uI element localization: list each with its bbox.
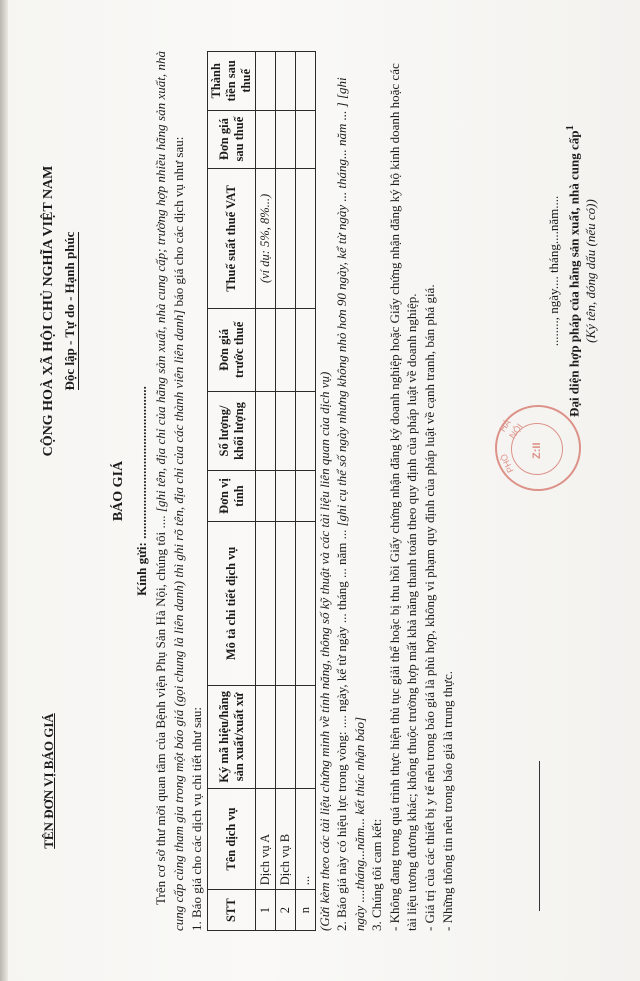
stamp-text-2: Z:II [531,442,543,459]
col-stt: STT [208,890,256,931]
cell-code [275,686,295,789]
cell-vat [295,168,315,308]
unit-title [40,631,58,931]
col-quantity: Số lượng/ khối lượng [208,391,256,471]
cell-unit [275,471,295,521]
cell-description [275,521,295,685]
cell-quantity [275,391,295,471]
col-price-after: Đơn giá sau thuế [208,110,256,168]
col-price-before: Đơn giá trước thuế [208,309,256,391]
cell-service: ... [295,788,315,890]
intro-instruction: [ghi tên, địa chỉ của hãng sản xuất, nhà cung cấp; trường hợp nhiều hãng sản xuất, nhà cung cấp cùng tham gia trong một báo giá (gọi chung là liên danh) thì ghi rõ tên, địa chỉ của các thành viên liên danh] [153,51,186,931]
table-row [256,52,276,931]
footnote-mark: 1 [563,125,576,131]
col-code: Ký mã hiệu/hãng sản xuất/xuất xứ [208,686,256,789]
col-vat: Thuế suất thuế VAT [208,168,256,308]
cell-unit [256,471,276,521]
divider-line [539,761,540,911]
item-3: 3. Chúng tôi cam kết: [369,818,385,931]
intro-paragraph [152,51,187,931]
commitment-3: - Những thông tin nêu trong báo giá là trung thực. [439,671,455,931]
signature-role [563,61,583,481]
table-header-row [208,52,256,931]
item-2 [333,51,368,931]
national-title: CỘNG HOÀ XÃ HỘI CHỦ NGHĨA VIỆT NAM [41,165,56,457]
item-2-instruction-end: [ghi ngày ....tháng...năm... kết thúc nhận báo] [334,77,367,931]
item-2-instruction: [ghi cụ thể số ngày nhưng không nhỏ hơn 90 ngày, kể từ ngày ... tháng... năm ... ] [334,102,350,527]
cell-service: Dịch vụ B [275,788,295,890]
cell-stt: 2 [275,890,295,931]
item-2-text: 2. Báo giá này có hiệu lực trong vòng: .... ngày, kể từ ngày ... tháng ... năm ... [334,526,350,931]
item-1: 1. Báo giá cho các dịch vụ chi tiết như sau: [188,706,204,931]
col-total: Thành tiền sau thuế [208,52,256,111]
cell-code [295,686,315,789]
cell-stt: 1 [256,890,276,931]
table-row [295,52,315,931]
stamp-text-3: HÀ NỘI [497,417,525,441]
doc-title: BÁO GIÁ [111,460,126,522]
cell-price-before [275,309,295,391]
motto: Độc lập - Tự do - Hạnh phúc [61,232,80,391]
commitment-1: - Không đang trong quá trình thực hiện thủ tục giải thể hoặc bị thu hồi Giấy chứng nhận đăng ký doanh nghiệp hoặc Giấy chứng nhận đăng ký hộ kinh doanh hoặc các tài liệu tương đương khác; không thuộc trường hợp mất khả năng thanh toán theo quy định của pháp luật về doanh nghiệp. [386,63,420,931]
cell-stt: n [295,890,315,931]
table-row [275,52,295,931]
signature-role-text: Đại diện hợp pháp của hãng sản xuất, nhà cung cấp [565,130,581,417]
col-service-name: Tên dịch vụ [208,788,256,890]
cell-price-after [275,110,295,168]
cell-quantity [256,391,276,471]
document-body [40,51,600,931]
cell-description [295,521,315,685]
cell-total [275,52,295,111]
cell-vat: (ví dụ: 5%, 8%...) [256,168,276,308]
cell-code [256,686,276,789]
signature-block [545,61,600,481]
cell-price-before [295,309,315,391]
col-description: Mô tả chi tiết dịch vụ [208,521,256,685]
quote-table [207,51,316,931]
cell-service: Dịch vụ A [256,788,276,890]
attachment-note: (Gửi kèm theo các tài liệu chứng minh về tính năng, thông số kỹ thuật và các tài liệu liên quan của dịch vụ) [316,371,332,931]
signature-note: (Ký tên, đóng dấu (nếu có)) [583,199,599,343]
signature-date: ........, ngày.... tháng....năm.... [546,195,562,347]
cell-quantity [295,391,315,471]
cell-total [295,52,315,111]
commitment-2: - Giá trị của các thiết bị y tế nêu trong báo giá là phù hợp, không vi phạm quy định của pháp luật về cạnh tranh, bán phá giá. [421,284,437,931]
national-header [40,51,79,571]
cell-price-before [256,309,276,391]
cell-total [256,52,276,111]
recipient-line: Kính gửi: ............................................... [133,386,149,596]
col-unit: Đơn vị tính [208,471,256,521]
cell-description [256,521,276,685]
cell-vat [275,168,295,308]
cell-price-after [256,110,276,168]
intro-text: Trên cơ sở thư mời quan tâm của Bệnh viện Phụ Sản Hà Nội, chúng tôi .... [153,512,169,905]
intro-end: báo giá cho các dịch vụ như sau: [170,136,186,310]
cell-price-after [295,110,315,168]
unit-title-text: TÊN ĐƠN VỊ BÁO GIÁ [41,713,56,849]
stamp-text-1: PHÒ [498,452,516,475]
document-header [40,51,100,931]
cell-unit [295,471,315,521]
